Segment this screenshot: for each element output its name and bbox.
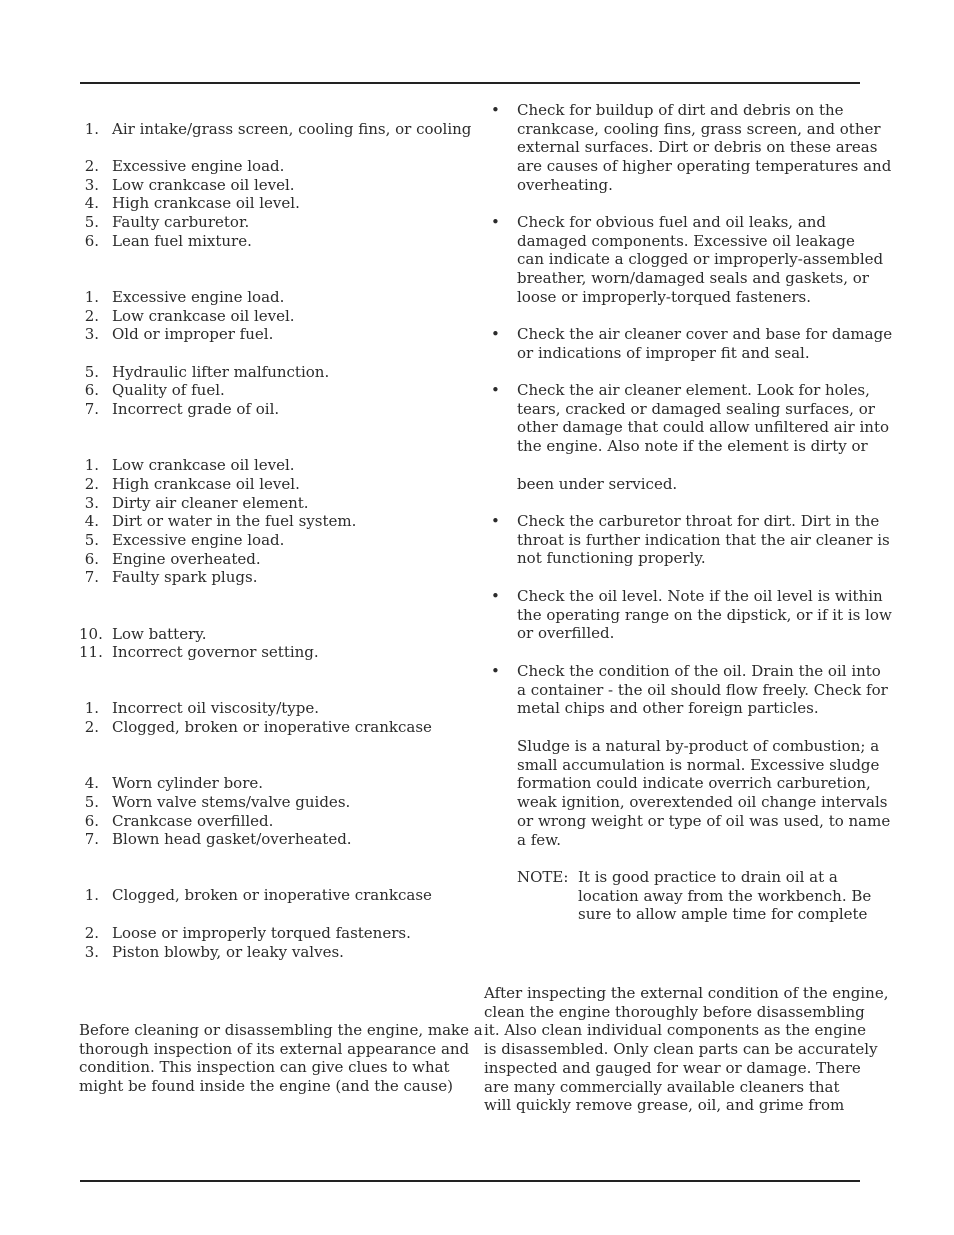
bullet-text-line: Check the condition of the oil. Drain the oil into <box>517 662 881 680</box>
list-item: Lean fuel mixture. <box>112 232 252 250</box>
paragraph-line: clean the engine thoroughly before disassembling <box>484 1002 865 1021</box>
bullet-text-line: Check the oil level. Note if the oil level is within <box>517 587 883 605</box>
list-item: Incorrect oil viscosity/type. <box>112 699 320 717</box>
bullet-text-line: a container - the oil should flow freely. Check for <box>517 680 888 699</box>
list-item-number: 5. <box>84 793 99 811</box>
paragraph-line: a few. <box>517 830 561 849</box>
bullet-marker: • <box>491 662 500 680</box>
bullet-text-line: throat is further indication that the air cleaner is <box>517 530 890 549</box>
bullet-text-line: external surfaces. Dirt or debris on these areas <box>517 138 878 157</box>
list-item-number: 2. <box>84 924 99 942</box>
list-item-number: 7. <box>84 400 99 418</box>
bullet-text-line: been under serviced. <box>517 475 678 493</box>
list-item-number: 6. <box>84 381 99 399</box>
paragraph-line: might be found inside the engine (and the cause) <box>79 1077 453 1096</box>
bullet-text-line: Check the carburetor throat for dirt. Dirt in the <box>517 512 880 530</box>
list-item-number: 3. <box>84 176 99 194</box>
bullet-text-line: overheating. <box>517 175 613 194</box>
list-item-number: 2. <box>84 307 99 325</box>
note-text-line: location away from the workbench. Be <box>578 886 872 905</box>
list-item: Hydraulic lifter malfunction. <box>112 363 330 381</box>
list-item: Incorrect governor setting. <box>112 643 319 661</box>
list-item: Dirty air cleaner element. <box>112 494 309 512</box>
note-label: NOTE: <box>517 868 569 886</box>
list-item: Faulty spark plugs. <box>112 568 258 586</box>
bullet-text-line: damaged components. Excessive oil leakage <box>517 231 855 250</box>
list-item-number: 2. <box>84 475 99 493</box>
list-item-number: 2. <box>84 718 99 736</box>
list-item-number: 2. <box>84 157 99 175</box>
bullet-text-line: Check for obvious fuel and oil leaks, and <box>517 213 827 231</box>
paragraph-line: Before cleaning or disassembling the engine, make a <box>79 1021 483 1039</box>
bullet-text-line: the engine. Also note if the element is dirty or <box>517 437 868 456</box>
list-item: High crankcase oil level. <box>112 475 300 493</box>
list-item-number: 5. <box>84 531 99 549</box>
paragraph-line: After inspecting the external condition of the engine, <box>484 984 889 1002</box>
list-item: Worn cylinder bore. <box>112 774 264 792</box>
list-item-number: 4. <box>84 512 99 530</box>
bullet-text-line: Check the air cleaner element. Look for holes, <box>517 381 870 399</box>
list-item: Crankcase overfilled. <box>112 812 274 830</box>
list-item-number: 1. <box>84 886 99 904</box>
list-item-number: 5. <box>84 213 99 231</box>
list-item: Low crankcase oil level. <box>112 456 295 474</box>
list-item: Clogged, broken or inoperative crankcase <box>112 718 432 736</box>
bullet-text-line: other damage that could allow unfiltered air into <box>517 418 889 437</box>
list-item: Worn valve stems/valve guides. <box>112 793 351 811</box>
list-item-number: 11. <box>79 643 103 661</box>
paragraph-line: is disassembled. Only clean parts can be accurately <box>484 1040 878 1059</box>
bullet-marker: • <box>491 101 500 119</box>
bullet-text-line: not functioning properly. <box>517 549 706 568</box>
paragraph-line: condition. This inspection can give clues to what <box>79 1058 450 1077</box>
bullet-text-line: Check for buildup of dirt and debris on the <box>517 101 844 119</box>
list-item-number: 6. <box>84 812 99 830</box>
list-item: Low battery. <box>112 625 207 643</box>
list-item: Faulty carburetor. <box>112 213 250 231</box>
list-item: Low crankcase oil level. <box>112 307 295 325</box>
list-item: Dirt or water in the fuel system. <box>112 512 357 530</box>
bullet-marker: • <box>491 325 500 343</box>
list-item: Clogged, broken or inoperative crankcase <box>112 886 432 904</box>
list-item-number: 10. <box>79 625 103 643</box>
list-item: Excessive engine load. <box>112 288 285 306</box>
list-item-number: 1. <box>84 120 99 138</box>
list-item-number: 7. <box>84 830 99 848</box>
bottom-rule <box>80 1180 860 1182</box>
list-item: Incorrect grade of oil. <box>112 400 280 418</box>
list-item-number: 5. <box>84 363 99 381</box>
bullet-text-line: or indications of improper fit and seal. <box>517 343 810 362</box>
bullet-text-line: are causes of higher operating temperatures and <box>517 157 892 176</box>
list-item: High crankcase oil level. <box>112 194 300 212</box>
list-item-number: 6. <box>84 232 99 250</box>
list-item: Excessive engine load. <box>112 157 285 175</box>
list-item: Quality of fuel. <box>112 381 225 399</box>
bullet-text-line: breather, worn/damaged seals and gaskets, or <box>517 269 869 288</box>
paragraph-line: thorough inspection of its external appearance and <box>79 1039 470 1058</box>
bullet-text-line: can indicate a clogged or improperly-assembled <box>517 250 884 269</box>
note-text-line: It is good practice to drain oil at a <box>578 868 838 886</box>
list-item: Piston blowby, or leaky valves. <box>112 943 344 961</box>
paragraph-line: inspected and gauged for wear or damage. There <box>484 1058 861 1077</box>
list-item: Engine overheated. <box>112 550 261 568</box>
list-item-number: 4. <box>84 774 99 792</box>
list-item: Old or improper fuel. <box>112 325 274 343</box>
list-item-number: 3. <box>84 943 99 961</box>
list-item-number: 3. <box>84 494 99 512</box>
bullet-marker: • <box>491 213 500 231</box>
list-item-number: 7. <box>84 568 99 586</box>
bullet-marker: • <box>491 587 500 605</box>
paragraph-line: or wrong weight or type of oil was used, to name <box>517 811 891 830</box>
list-item: Loose or improperly torqued fasteners. <box>112 924 411 942</box>
list-item-number: 1. <box>84 288 99 306</box>
bullet-text-line: tears, cracked or damaged sealing surfaces, or <box>517 399 875 418</box>
paragraph-line: it. Also clean individual components as the engine <box>484 1021 867 1040</box>
list-item: Blown head gasket/overheated. <box>112 830 352 848</box>
top-rule <box>80 82 860 84</box>
list-item: Excessive engine load. <box>112 531 285 549</box>
paragraph-line: weak ignition, overextended oil change intervals <box>517 793 888 812</box>
bullet-marker: • <box>491 381 500 399</box>
list-item-number: 3. <box>84 325 99 343</box>
bullet-text-line: Check the air cleaner cover and base for damage <box>517 325 893 343</box>
paragraph-line: are many commercially available cleaners that <box>484 1077 840 1096</box>
paragraph-line: will quickly remove grease, oil, and grime from <box>484 1096 845 1115</box>
paragraph-line: small accumulation is normal. Excessive sludge <box>517 755 880 774</box>
bullet-text-line: loose or improperly-torqued fasteners. <box>517 287 811 306</box>
bullet-marker: • <box>491 512 500 530</box>
list-item-number: 4. <box>84 194 99 212</box>
bullet-text-line: crankcase, cooling fins, grass screen, and other <box>517 119 881 138</box>
note-text-line: sure to allow ample time for complete <box>578 905 868 924</box>
list-item: Low crankcase oil level. <box>112 176 295 194</box>
bullet-text-line: or overfilled. <box>517 624 615 643</box>
list-item-number: 1. <box>84 699 99 717</box>
list-item: Air intake/grass screen, cooling fins, or cooling <box>112 120 472 138</box>
list-item-number: 1. <box>84 456 99 474</box>
bullet-text-line: metal chips and other foreign particles. <box>517 699 819 718</box>
bullet-text-line: the operating range on the dipstick, or if it is low <box>517 605 892 624</box>
paragraph-line: formation could indicate overrich carburetion, <box>517 774 871 793</box>
list-item-number: 6. <box>84 550 99 568</box>
paragraph-line: Sludge is a natural by-product of combustion; a <box>517 737 880 755</box>
